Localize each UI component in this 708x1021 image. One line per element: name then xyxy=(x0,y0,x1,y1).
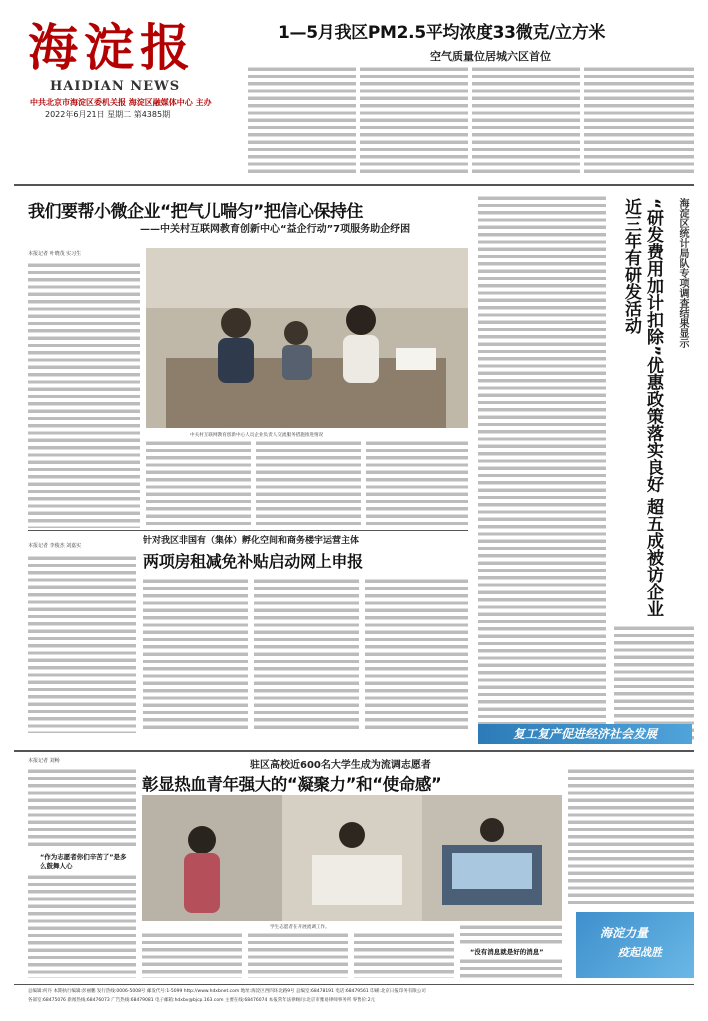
corner-badge-line2: 疫起战胜 xyxy=(618,946,662,959)
bottom-story-subhead: “作为志愿者你们辛苦了”是多么鼓舞人心 xyxy=(40,853,127,870)
second-story-kicker: 针对我区非国有（集体）孵化空间和商务楼宇运营主体 xyxy=(143,536,360,546)
lead-story-subheadline: ——中关村互联网教育创新中心“益企行动”7项服务助企纾困 xyxy=(140,224,411,235)
second-story-column-3 xyxy=(254,578,359,733)
lead-story-photo xyxy=(146,248,468,428)
footer-line-1: 总编辑:何丹 本期执行编辑:彭丽鹏 发行热线:0006-5008号 邮发代号:1-5099 http://www.hdxbnet.com 地址:海淀区西四环北路9号 总编室:68478191 电话:68479561 印刷:北京日报印务有限公司 xyxy=(28,989,426,994)
economy-banner: 复工复产促进经济社会发展 xyxy=(478,724,692,744)
top-story-headline: 1—5月我区PM2.5平均浓度33微克/立方米 xyxy=(278,23,606,43)
lead-story-byline: 本报记者 叶晓茂 实习生 xyxy=(28,251,82,257)
second-story-column-4 xyxy=(365,578,468,733)
section-divider xyxy=(14,184,694,186)
right-story-headline: “研发费用加计扣除”优惠政策落实良好 超五成被访企业近三年有研发活动 xyxy=(621,198,663,618)
bottom-story-column-1a xyxy=(28,768,136,848)
footer-line-2: 各部室:68475076 新闻热线:68476073 广告热线:68479081 电子邮箱:hdxbv@bjcp.163.com 主要在线:68476074 本报常年法律顾问:北京市雅易律师事务所 零售价:2元 xyxy=(28,998,376,1003)
lead-story-headline: 我们要帮小微企业“把气儿喘匀”把信心保持住 xyxy=(28,202,363,222)
masthead-subtitle: 中共北京市海淀区委机关报 海淀区融媒体中心 主办 xyxy=(30,98,212,107)
bottom-story-column-3 xyxy=(248,932,348,978)
top-story-column-4 xyxy=(584,66,694,176)
right-story-kicker: 海淀区统计局队专项调查结果显示 xyxy=(677,198,688,348)
issue-date: 2022年6月21日 星期二 第4385期 xyxy=(45,110,171,119)
bottom-story-column-5b xyxy=(460,958,562,978)
corner-badge xyxy=(576,912,694,978)
right-story-column-1 xyxy=(478,195,606,743)
bottom-story-column-5a xyxy=(460,924,562,944)
second-story-column-1 xyxy=(28,555,136,733)
bottom-story-photo xyxy=(142,795,562,921)
bottom-story-column-2 xyxy=(142,932,242,978)
lead-story-column-4 xyxy=(366,440,468,528)
bottom-story-kicker: 驻区高校近600名大学生成为流调志愿者 xyxy=(250,760,431,771)
bottom-story-column-4 xyxy=(354,932,454,978)
lead-story-photo-caption: 中关村互联网教育创新中心人员企业负责人交流服务措施推进情况 xyxy=(190,433,324,438)
bottom-story-column-1b xyxy=(28,874,136,978)
bottom-story-headline: 彰显热血青年强大的“凝聚力”和“使命感” xyxy=(142,775,442,794)
lead-story-column-1 xyxy=(28,262,140,528)
masthead-english-name: HAIDIAN NEWS xyxy=(50,79,181,94)
corner-badge-line1: 海淀力量 xyxy=(600,926,649,940)
top-story-column-3 xyxy=(472,66,580,176)
second-story-byline: 本报记者 李俊杰 刘嘉实 xyxy=(28,543,82,549)
bottom-story-byline: 本报记者 刘畅 xyxy=(28,758,60,764)
second-story-column-2 xyxy=(143,578,248,733)
section-divider-3 xyxy=(14,750,694,752)
second-story-headline: 两项房租减免补贴启动网上申报 xyxy=(143,552,363,571)
section-divider-2 xyxy=(28,530,468,531)
bottom-story-sidebar-subhead: “没有消息就是好的消息” xyxy=(470,948,544,956)
bottom-story-column-6 xyxy=(568,768,694,908)
bottom-story-photo-caption: 学生志愿者在开展流调工作。 xyxy=(270,925,330,930)
top-story-column-1 xyxy=(248,66,356,176)
footer-divider xyxy=(14,984,694,985)
top-story-subheadline: 空气质量位居城六区首位 xyxy=(430,50,551,63)
lead-story-column-2 xyxy=(146,440,251,528)
masthead-logo: 海淀报 xyxy=(28,18,196,77)
top-story-column-2 xyxy=(360,66,468,176)
lead-story-column-3 xyxy=(256,440,361,528)
